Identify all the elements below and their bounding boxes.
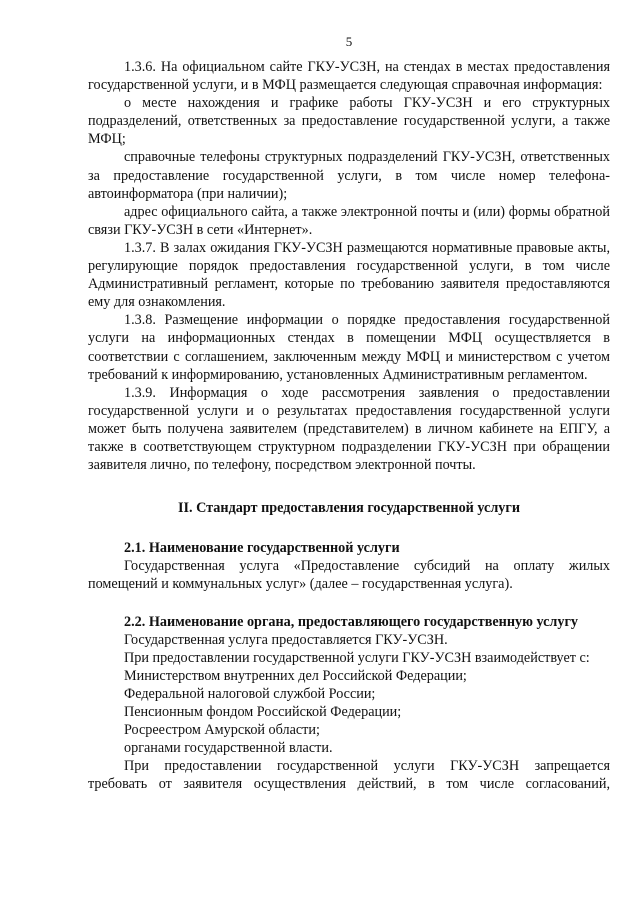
paragraph-1-3-9: 1.3.9. Информация о ходе рассмотрения заявления о предоставлении государственной услуги и о результатах предоставления государственной услуги может быть получена заявителем (представителем) в личном кабинете на ЕПГУ, а также в соответствующем структурном подразделении ГКУ-УСЗН при обращении заявителя лично, по телефону, посредством электронной почты. [88, 384, 610, 474]
subsection-title-2-1: 2.1. Наименование государственной услуги [124, 540, 400, 557]
interaction-intro: При предоставлении государственной услуги ГКУ-УСЗН взаимодействует с: [124, 649, 590, 666]
page-number: 5 [345, 34, 353, 49]
partner-pfr: Пенсионным фондом Российской Федерации; [124, 704, 402, 720]
paragraph-location-info: о месте нахождения и графике работы ГКУ-УСЗН и его структурных подразделений, ответственных за предоставление государственной услуги, а также МФЦ; [88, 95, 610, 148]
partner-authorities: органами государственной власти. [124, 740, 333, 757]
paragraph-1-3-6: 1.3.6. На официальном сайте ГКУ-УСЗН, на стендах в местах предоставления государственной услуги, и в МФЦ размещается следующая справочная информация: [88, 59, 610, 94]
paragraph-1-3-8: 1.3.8. Размещение информации о порядке предоставления государственной услуги на информационных стендах в помещении МФЦ осуществляется в соответствии с соглашением, заключенным между МФЦ и министерством с учетом требований к информированию, установленных Административным регламентом. [88, 312, 610, 383]
paragraph-1-3-7: 1.3.7. В залах ожидания ГКУ-УСЗН размещаются нормативные правовые акты, регулирующие порядок предоставления государственной услуги, в том числе Административный регламент, которые по требованию заявителя предоставляются ему для ознакомления. [88, 239, 610, 311]
section-title: II. Стандарт предоставления государственной услуги [177, 500, 521, 517]
paragraph-website-info: адрес официального сайта, а также электронной почты и (или) формы обратной связи ГКУ-УСЗН в сети «Интернет». [88, 203, 610, 238]
agency-line: Государственная услуга предоставляется ГКУ-УСЗН. [124, 631, 448, 648]
paragraph-phone-info: справочные телефоны структурных подразделений ГКУ-УСЗН, ответственных за предоставление государственной услуги, в том числе номер телефона-автоинформатора (при наличии); [88, 149, 610, 202]
document-page [88, 34, 610, 793]
partner-fns: Федеральной налоговой службой России; [124, 685, 376, 702]
subsection-text-2-1: Государственная услуга «Предоставление субсидий на оплату жилых помещений и коммунальных услуг» (далее – государственная услуга). [88, 558, 610, 593]
prohibition-paragraph: При предоставлении государственной услуги ГКУ-УСЗН запрещается требовать от заявителя осуществления действий, в том числе согласований, [88, 758, 610, 793]
subsection-title-2-2: 2.2. Наименование органа, предоставляющего государственную услугу [124, 613, 579, 630]
partner-rosreestr: Росреестром Амурской области; [124, 722, 320, 739]
partner-mvd: Министерством внутренних дел Российской Федерации; [124, 667, 467, 684]
